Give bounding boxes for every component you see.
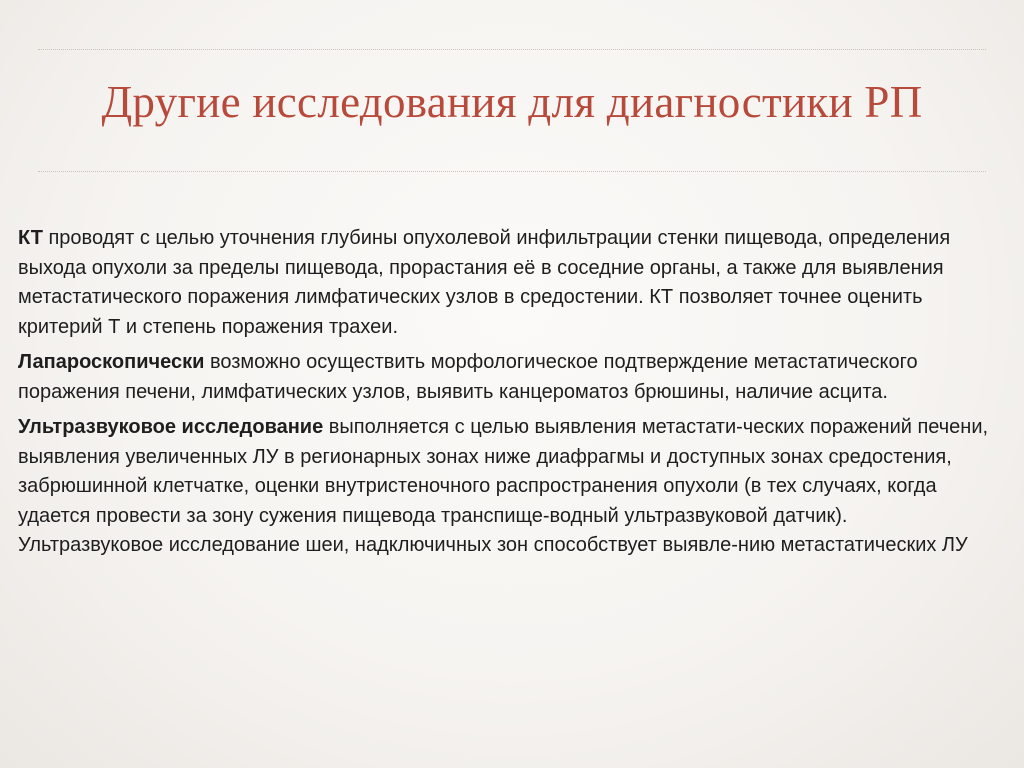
- paragraph-ct: [18, 224, 1008, 342]
- paragraph-lead: Ультразвуковое исследование: [18, 416, 324, 438]
- paragraph-text: проводят с целью уточнения глубины опухолевой инфильтрации стенки пищевода, определения выхода опухоли за пределы пищевода, прорастания её в соседние органы, а также для выявления метастатического поражения лимфатических узлов в средостении. КТ позволяет точнее оценить критерий Т и степень поражения трахеи.: [18, 227, 951, 338]
- paragraph-neck-ultrasound: Ультразвуковое исследование шеи, надключичных зон способствует выявле-нию метастатических ЛУ: [18, 534, 968, 556]
- slide-title: Другие исследования для диагностики РП: [101, 77, 923, 127]
- bottom-divider: [38, 171, 986, 172]
- paragraph-lead: Лапароскопически: [18, 351, 205, 373]
- paragraph-text: выполняется с целью выявления метастати-ческих поражений печени, выявления увеличенных ЛУ в регионарных зонах ниже диафрагмы и доступных зонах средостения, забрюшинной клетчатке, оценки внутристеночного распространения опухоли (в тех случаях, когда удается провести за зону сужения пищевода транспище-водный ультразвуковой датчик).: [18, 416, 989, 527]
- slide-body: [18, 224, 1008, 561]
- paragraph-text: возможно осуществить морфологическое подтверждение метастатического поражения печени, лимфатических узлов, выявить канцероматоз брюшины, наличие асцита.: [18, 351, 918, 403]
- paragraph-ultrasound: [18, 413, 1008, 531]
- top-divider: [38, 49, 986, 50]
- paragraph-laparoscopy: [18, 348, 1008, 407]
- paragraph-lead: КТ: [18, 227, 43, 249]
